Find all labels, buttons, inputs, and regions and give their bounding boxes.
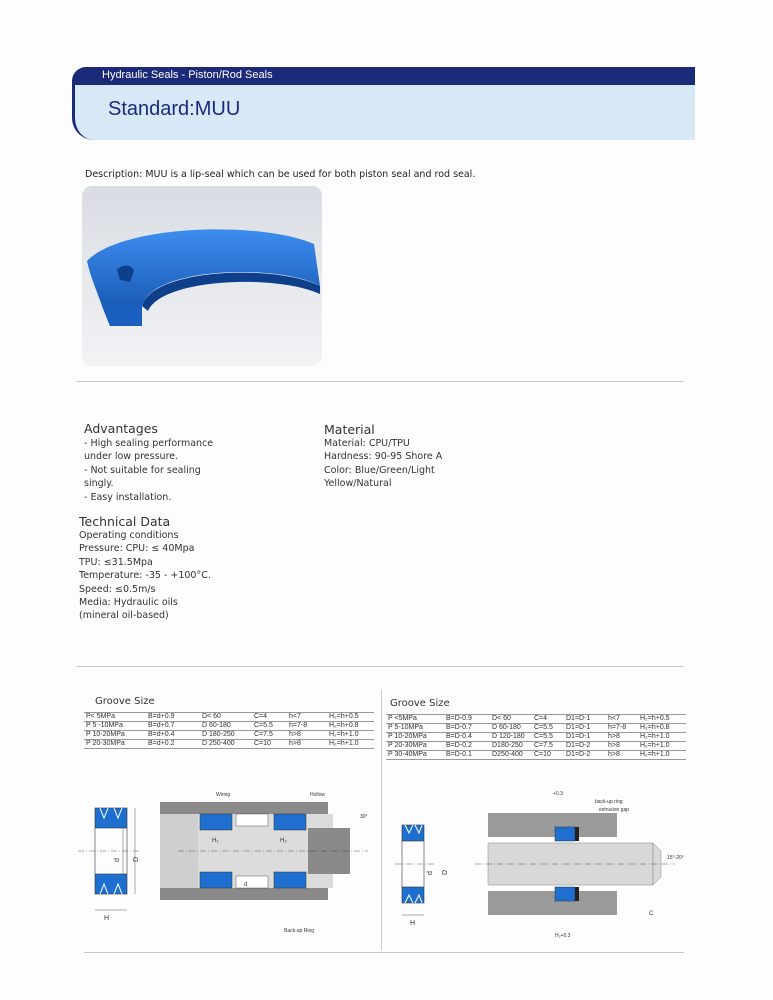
table-row xyxy=(84,712,374,721)
advantages-line: under low pressure. xyxy=(84,451,179,463)
technical-line: Speed: ≤0.5m/s xyxy=(79,583,156,595)
dim-H: H xyxy=(104,915,110,922)
label-h2tol: +0.3 xyxy=(553,791,563,797)
dim-D: D xyxy=(133,856,140,862)
technical-title: Technical Data xyxy=(79,514,171,529)
advantages-line: - High sealing performance xyxy=(84,438,214,449)
table-cell: P< 5MPa xyxy=(86,713,115,720)
advantages-line: - Not suitable for sealing xyxy=(84,464,201,476)
material-line: Hardness: 90-95 Shore A xyxy=(324,451,443,463)
table-cell: B=d+0.4 xyxy=(148,731,175,738)
table-cell: P 10-20MPa xyxy=(388,733,427,740)
table-cell: P 5-10MPa xyxy=(388,724,423,731)
label-angle2: 15°-20° xyxy=(667,855,684,861)
label-extrusion: extrusion gap xyxy=(599,807,630,813)
table-cell: B=d+0.2 xyxy=(148,740,175,747)
table-cell: C=10 xyxy=(254,740,271,747)
table-cell: D1=D-1 xyxy=(566,724,591,731)
header-banner xyxy=(72,67,695,140)
table-cell: h>8 xyxy=(608,742,620,749)
dim-d2: d xyxy=(427,871,434,875)
dim-c: C xyxy=(649,911,654,917)
advantages-list xyxy=(84,437,213,504)
table-cell: B=D-0.9 xyxy=(446,715,472,722)
groove-left-table xyxy=(84,712,374,750)
table-row xyxy=(386,723,686,732)
seal-photo xyxy=(82,186,322,366)
table-cell: C=4 xyxy=(534,715,548,722)
title-panel xyxy=(72,85,695,140)
table-cell: H₂=h+1.0 xyxy=(640,751,670,758)
table-cell: B=d+0.9 xyxy=(148,713,175,720)
table-row xyxy=(386,750,686,760)
table-cell: C=10 xyxy=(534,751,551,758)
dim-w: d xyxy=(244,882,248,888)
table-cell: B=D-0.1 xyxy=(446,751,472,758)
table-cell: D< 60 xyxy=(202,713,221,720)
label-wiring: Wiring xyxy=(216,792,231,798)
technical-line: Pressure: CPU: ≤ 40Mpa xyxy=(79,543,195,555)
table-cell: C=5.5 xyxy=(534,724,553,731)
table-cell: H₂=h+0.8 xyxy=(640,724,670,731)
table-cell: D1=D-1 xyxy=(566,715,591,722)
technical-line: Temperature: -35 - +100°C. xyxy=(79,570,211,582)
rod-drawing xyxy=(395,787,685,947)
table-cell: P 20-30MPa xyxy=(388,742,427,749)
table-cell: P 10-20MPa xyxy=(86,731,125,738)
label-hollow: Hollow xyxy=(310,792,326,798)
material-title: Material xyxy=(324,422,375,437)
table-cell: P 30-40MPa xyxy=(388,751,427,758)
advantages-title: Advantages xyxy=(84,421,158,436)
table-cell: h>8 xyxy=(608,733,620,740)
material-line: Material: CPU/TPU xyxy=(324,438,410,449)
description-text: Description: MUU is a lip-seal which can be used for both piston seal and rod seal. xyxy=(85,169,476,180)
table-cell: H₂=h+0.8 xyxy=(329,722,359,729)
table-row xyxy=(386,741,686,750)
table-cell: C=5.5 xyxy=(254,722,273,729)
table-cell: P 20-30MPa xyxy=(86,740,125,747)
technical-list xyxy=(79,529,211,623)
label-backup: Back-up Ring xyxy=(284,928,315,934)
table-cell: B=D-0.7 xyxy=(446,724,472,731)
dim-h2: H₂ xyxy=(280,838,287,844)
table-cell: C=7.5 xyxy=(534,742,553,749)
table-cell: P <5MPa xyxy=(388,715,417,722)
seal-illustration xyxy=(82,186,322,366)
table-cell: C=7.5 xyxy=(254,731,273,738)
label-backup-ring: back-up ring xyxy=(595,799,623,805)
table-cell: B=d+0.7 xyxy=(148,722,175,729)
table-cell: H₂=h+0.5 xyxy=(640,715,670,722)
table-cell: D1=D-2 xyxy=(566,751,591,758)
table-cell: D 60-180 xyxy=(202,722,231,729)
groove-right-table xyxy=(386,714,686,761)
table-row xyxy=(84,739,374,749)
dim-d: d xyxy=(114,858,121,862)
table-row xyxy=(386,732,686,741)
table-cell: H₂=h+1.0 xyxy=(329,740,359,747)
technical-line: TPU: ≤31.5Mpa xyxy=(79,556,153,568)
technical-line: Operating conditions xyxy=(79,530,179,541)
dim-h1: H₁ xyxy=(212,838,219,844)
divider-middle xyxy=(76,666,684,667)
divider-bottom xyxy=(84,952,684,953)
advantages-line: singly. xyxy=(84,478,114,490)
drawing-separator xyxy=(381,690,382,950)
table-cell: D 180-250 xyxy=(202,731,235,738)
advantages-line: - Easy installation. xyxy=(84,491,172,503)
table-cell: B=D-0.2 xyxy=(446,742,472,749)
table-cell: C=4 xyxy=(254,713,268,720)
table-cell: D 120-180 xyxy=(492,733,525,740)
dim-H2: H xyxy=(410,920,416,927)
table-cell: h>8 xyxy=(608,751,620,758)
divider-top xyxy=(76,381,684,382)
table-cell: h=7-8 xyxy=(289,722,308,729)
table-row xyxy=(386,714,686,723)
dim-D2: D xyxy=(442,869,449,875)
page-title: Standard:MUU xyxy=(108,98,241,120)
table-cell: h<7 xyxy=(608,715,620,722)
table-cell: D< 60 xyxy=(492,715,511,722)
table-cell: D 250-400 xyxy=(202,740,235,747)
dim-h2-bottom: H₂+0.3 xyxy=(555,933,571,939)
table-cell: h<7 xyxy=(289,713,301,720)
label-angle: 30° xyxy=(360,814,368,820)
table-cell: h>8 xyxy=(289,731,301,738)
table-cell: H₂=h+1.0 xyxy=(640,733,670,740)
technical-line: Media: Hydraulic oils xyxy=(79,597,178,609)
piston-drawing xyxy=(78,792,378,942)
groove-right-title: Groove Size xyxy=(390,698,450,709)
category-label: Hydraulic Seals - Piston/Rod Seals xyxy=(102,69,273,81)
technical-line: (mineral oil-based) xyxy=(79,610,169,622)
material-line: Color: Blue/Green/Light xyxy=(324,464,435,476)
material-line: Yellow/Natural xyxy=(324,478,392,490)
category-band xyxy=(72,67,695,85)
table-row xyxy=(84,730,374,739)
table-cell: H₂=h+1.0 xyxy=(329,731,359,738)
groove-left-title: Groove Size xyxy=(95,696,155,707)
table-cell: C=5.5 xyxy=(534,733,553,740)
table-cell: D1=D-2 xyxy=(566,742,591,749)
table-cell: P 5 -10MPa xyxy=(86,722,123,729)
table-cell: D180-250 xyxy=(492,742,523,749)
table-cell: D 60-180 xyxy=(492,724,521,731)
table-cell: B=D-0.4 xyxy=(446,733,472,740)
material-list xyxy=(324,437,442,491)
table-cell: h=7-8 xyxy=(608,724,627,731)
table-cell: H₂=h+0.5 xyxy=(329,713,359,720)
table-row xyxy=(84,721,374,730)
table-cell: D1=D-1 xyxy=(566,733,591,740)
table-cell: h>8 xyxy=(289,740,301,747)
table-cell: D250-400 xyxy=(492,751,523,758)
table-cell: H₂=h+1.0 xyxy=(640,742,670,749)
